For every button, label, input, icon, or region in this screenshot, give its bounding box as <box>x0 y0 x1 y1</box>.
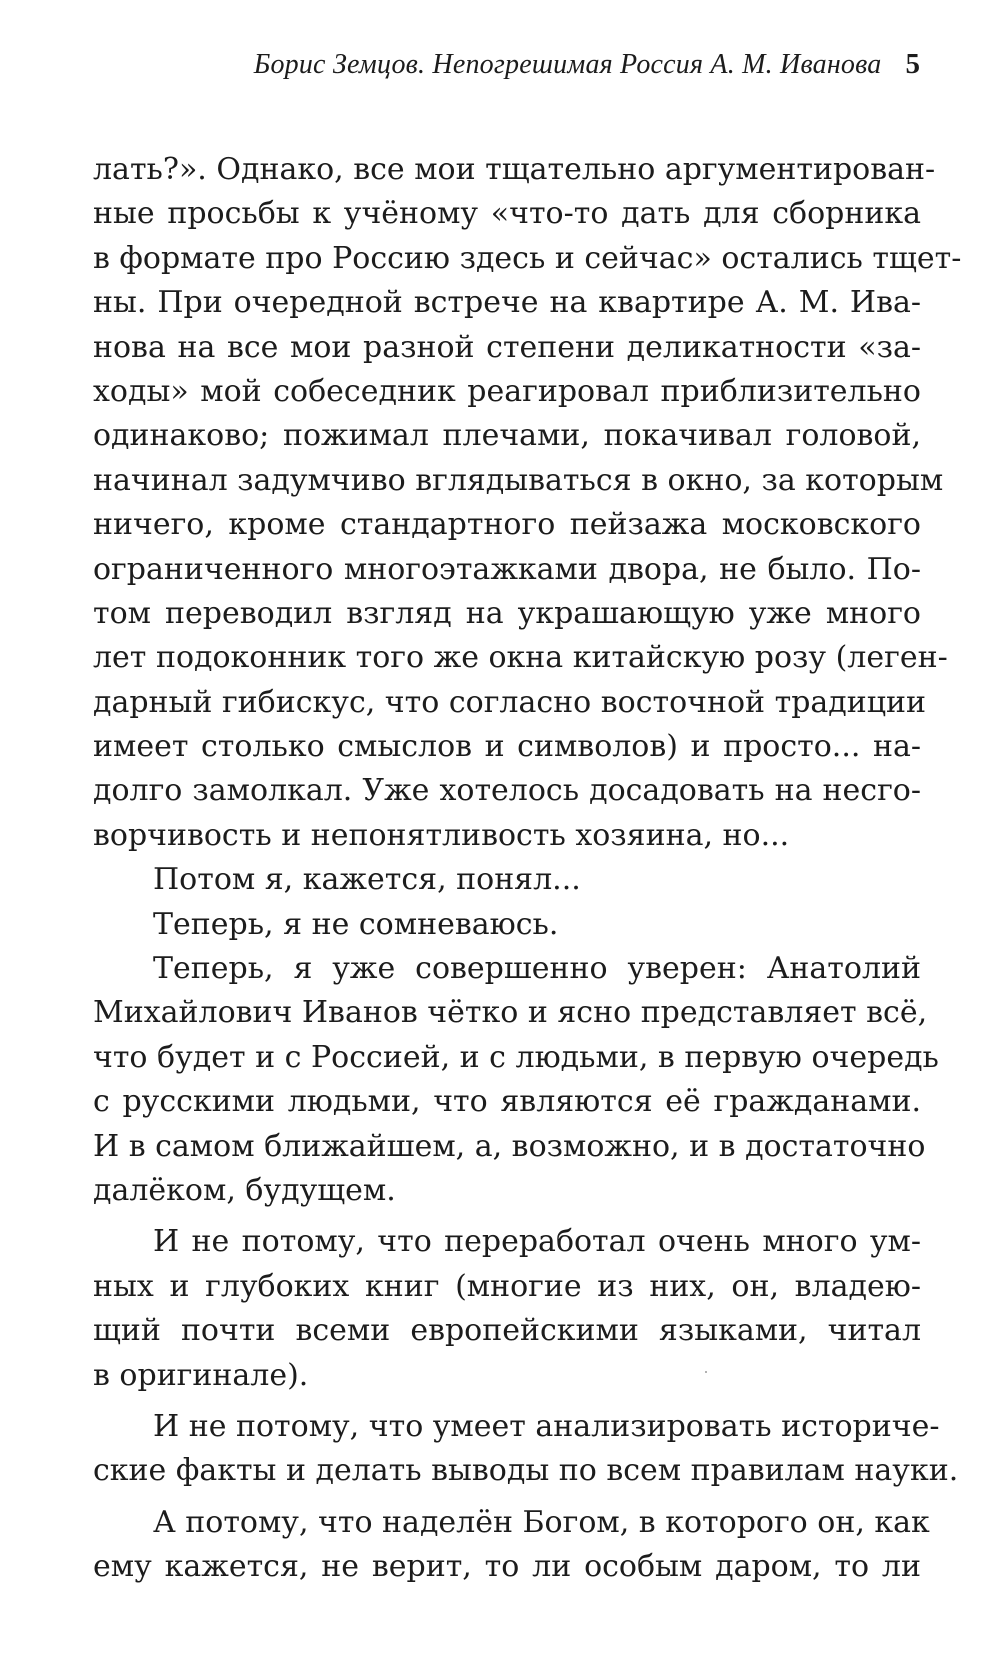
print-speck <box>705 1371 707 1373</box>
paragraph <box>93 1220 921 1398</box>
text-line: Михайлович Иванов чётко и ясно представляет всё, <box>93 995 928 1031</box>
page-header <box>200 48 920 96</box>
text-line: Теперь, я уже совершенно уверен: Анатолий <box>153 951 921 987</box>
text-line: Теперь, я не сомневаюсь. <box>153 906 559 942</box>
text-line: далёком, будущем. <box>93 1172 396 1208</box>
text-line: ворчивость и непонятливость хозяина, но... <box>93 817 790 853</box>
body-text <box>93 148 962 1590</box>
paragraph <box>93 1405 959 1494</box>
text-line: ему кажется, не верит, то ли особым даром, то ли <box>93 1549 921 1585</box>
paragraph-gap <box>93 1213 921 1220</box>
text-line: ничего, кроме стандартного пейзажа московского <box>93 507 921 543</box>
paragraph <box>93 858 921 902</box>
text-line: с русскими людьми, что являются её гражданами. <box>93 1084 921 1120</box>
text-line: том переводил взгляд на украшающую уже много <box>93 595 921 631</box>
text-line: нова на все мои разной степени деликатности «за- <box>93 329 921 365</box>
text-line: начинал задумчиво вглядываться в окно, за которым <box>93 462 944 498</box>
text-line: лать?». Однако, все мои тщательно аргументирован- <box>93 152 936 187</box>
running-title: Борис Земцов. Непогрешимая Россия А. М. Иванова <box>253 49 882 80</box>
text-line: А потому, что наделён Богом, в которого он, как <box>153 1504 930 1540</box>
text-line: И не потому, что умеет анализировать историче- <box>153 1408 940 1444</box>
text-line: в оригинале). <box>93 1357 309 1393</box>
text-line: щий почти всеми европейскими языками, читал <box>93 1313 921 1349</box>
text-line: ограниченного многоэтажками двора, не было. По- <box>93 551 921 587</box>
text-line: лет подоконник того же окна китайскую розу (леген- <box>93 640 948 676</box>
page-number: 5 <box>905 48 920 80</box>
text-line: что будет и с Россией, и с людьми, в первую очередь <box>93 1039 939 1075</box>
text-line: имеет столько смыслов и символов) и просто... на- <box>93 729 921 765</box>
paragraph <box>93 1501 930 1590</box>
text-line: ных и глубоких книг (многие из них, он, владею- <box>93 1268 921 1304</box>
text-line: ские факты и делать выводы по всем правилам науки. <box>93 1453 959 1489</box>
paragraph <box>93 947 939 1213</box>
text-line: дарный гибискус, что согласно восточной традиции <box>93 684 927 720</box>
text-line: И не потому, что переработал очень много ум- <box>153 1224 921 1260</box>
text-line: ные просьбы к учёному «что-то дать для сборника <box>93 196 921 232</box>
text-line: долго замолкал. Уже хотелось досадовать на несго- <box>93 773 921 809</box>
text-line: в формате про Россию здесь и сейчас» остались тщет- <box>93 240 962 276</box>
paragraph-gap <box>93 1398 921 1405</box>
paragraph <box>93 903 921 947</box>
text-line: И в самом ближайшем, а, возможно, и в достаточно <box>93 1128 926 1164</box>
paragraph <box>93 148 962 858</box>
text-line: одинаково; пожимал плечами, покачивал головой, <box>93 418 921 454</box>
paragraph-gap <box>93 1494 921 1501</box>
text-line: ны. При очередной встрече на квартире А. М. Ива- <box>93 285 921 321</box>
text-line: Потом я, кажется, понял... <box>153 862 581 898</box>
text-line: ходы» мой собеседник реагировал приблизительно <box>93 373 921 409</box>
